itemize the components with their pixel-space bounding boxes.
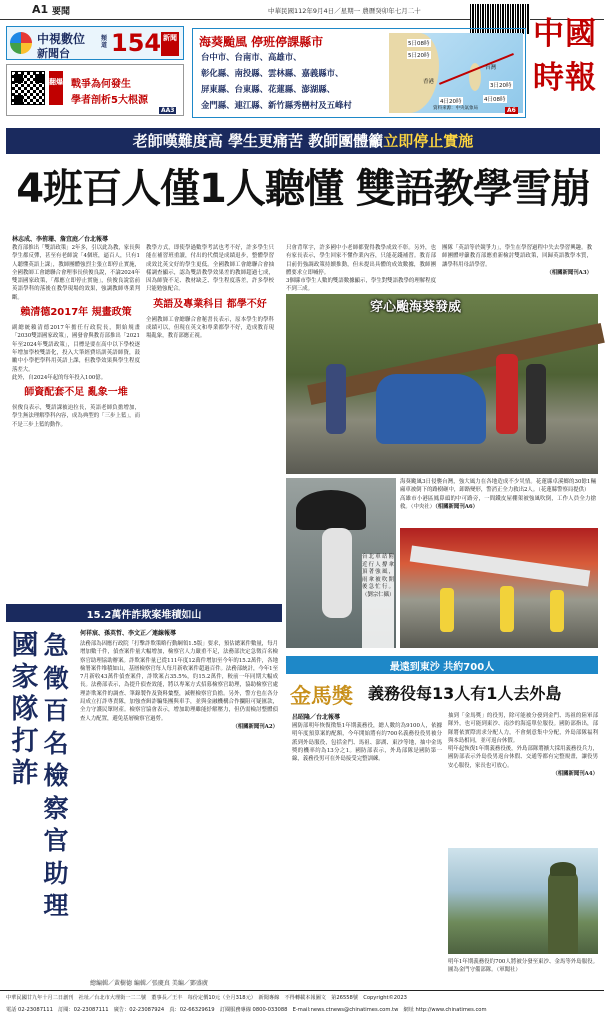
promo-label: 翻爆 — [49, 71, 63, 105]
kinmen-tag: 金馬獎 — [290, 684, 353, 708]
typhoon-photos-title: 穿心颱海葵發威 — [370, 300, 462, 315]
subhead-2: 師資配套不足 亂象一堆 — [24, 387, 128, 399]
typhoon-cont: （相關新聞刊A6） — [435, 503, 479, 510]
kinmen-photo — [448, 848, 598, 954]
kinmen-photo-caption — [448, 958, 598, 980]
typhoon-captions — [400, 478, 596, 524]
kinmen-col-2 — [448, 712, 598, 840]
bilingual-col-3 — [286, 244, 436, 293]
cti-channel-label: 頻道 — [101, 35, 108, 49]
promo-line-2: 學者剖析5大根源 — [71, 95, 148, 106]
caption-1: 海葵颱風3日侵襲台灣，強大風力在各地造成不少災情。花蓮縣卓溪鄉的30餘1輛廂車被倒下的路樹砸中，卸路變形，警消正全力救出2人。 — [400, 479, 596, 494]
promo-box[interactable] — [6, 64, 184, 116]
cti-sub: 新聞台 — [37, 47, 70, 60]
fraud-byline: 何祥宸、孫英哲、李文正／連線報導 — [80, 630, 177, 637]
kinmen-cont: （相關新聞刊A4） — [552, 771, 598, 778]
promo-page: AA3 — [161, 107, 175, 114]
kinmen-byline: 呂昭隆／台北報導 — [292, 714, 341, 721]
bilingual-byline: 林志成、李侑珊、詹宜庭／台北報導 — [12, 236, 109, 243]
subhead-1: 賴清德2017年 規畫政策 — [20, 307, 132, 319]
fraud-vertical-2: 急徵百名檢察官助理 — [43, 631, 69, 920]
bilingual-col-2 — [146, 244, 274, 564]
bilingual-para-6: 全國教師工會總聯合會秘書長表示，原本學生的學科成績可以，但現在英文和專業都學不好，造成教育現場亂象，教育部應正視。 — [146, 316, 274, 340]
kinmen-para-1: 國防部明年恢復徵集1年期義務役，總人數約為9100人，依據明年度預算案的配額，今年開始將有約700名義務役役男被分派到外島服役，包括金門、馬祖、澎湖、東沙等地，抽中金馬獎的機率約為13分之1。國防部表示，外島部隊是國防第一線，義務役男可在外島接受完整訓練。 — [292, 723, 442, 763]
kicker-text: 老師嘆難度高 學生更痛苦 教師團體籲 — [132, 132, 384, 150]
typhoon-cities-2: 彰化縣、南投縣、雲林縣、嘉義縣市、 — [201, 68, 344, 78]
footer-line-1: 中華民國廿九年十月二日創刊 社址／台北市大理街一二二號 董事長／王丰 每份定價10元（全月318元） 新聞專線 不得轉載本報圖文 第26558號 Copyright©2023 — [6, 995, 407, 1001]
bilingual-cont: （相關新聞刊A3） — [546, 269, 592, 276]
map-label-tw: 台灣 — [485, 65, 497, 71]
kinmen-col-1 — [292, 722, 442, 970]
fraud-kicker — [6, 604, 282, 622]
map-label-3: 4日20時 — [440, 99, 462, 105]
masthead-line-1: 中國 — [533, 16, 597, 52]
bilingual-col-4 — [442, 244, 592, 288]
typhoon-photo-main — [286, 294, 598, 474]
umbrella-shape — [296, 490, 366, 530]
bilingual-para-4: 侯俊良表示，雙語課被迫拉長，英語老師負擔增加，學生無法理解學科內容，成為典型的「三步上籃」，而不是三步上籃的動作。 — [12, 405, 140, 428]
credit-1: （花蓮縣警察局提供） — [538, 487, 590, 494]
dateline: 中華民國112年9月4日／星期一 農曆癸卯年七月二十 — [268, 7, 421, 15]
rescuer-2 — [526, 364, 546, 444]
cti-channel: 154 — [111, 29, 162, 57]
typhoon-box — [192, 28, 526, 118]
bilingual-para-5: 教學方式，即使學過數學考試也考不好，許多學生只能在補習班重讀，付出的代價是成績退步，整體學習成效比英文好的學生更低。全國教師工會總聯合會抽樣調查顯示，認為雙語教學效果差的教師超過七成，因為師資不足、教材缺乏、學生程度落差，許多學校只能勉強配合。 — [146, 245, 274, 293]
typhoon-page: A6 — [507, 107, 516, 114]
helmet-shape — [550, 862, 576, 876]
credit-2: （中央社） — [410, 503, 436, 510]
kinmen-para-3: 明年起恢復1年期義務役後，外島部隊將擴大採用義務役兵力，國防部表示外島役男返台休假、交通等都有完整規畫，讓役男安心服役，家長也可放心。 — [448, 746, 598, 769]
typhoon-photo-kaohsiung — [400, 528, 598, 648]
kinmen-para-2: 抽到「金馬獎」的役男，除可能被分發到金門、馬祖的陸軍部隊外，也可能到東沙、南沙的海巡單位服役。國防部指出，部隊將依實際需求分配人力，不會刻意集中分配，外島部隊福利與本島相同，並可返台休假。 — [448, 713, 598, 744]
fraud-para-1: 法務部為因應行政院「打擊詐欺策略行動綱領1.5版」要求，預估總案件數量，每月增加數千件，偵查案件量大幅增加，檢察官人力嚴重不足，法務部決定急徵百名檢察官助理協助辦案。詐欺案件量已從111年度12萬件增加至今年的15.2萬件，各地檢署案件堆積如山，基層檢察官每人每月新收案件超過百件。法務部統計，今年1至7月新收43萬件偵查案件，詐欺案占35.5%，約15.2萬件，較前一年同期大幅成長。法務部表示，為提升偵查效能，將以專案方式招募檢察官助理，協助檢察官處理詐欺案件的調查、筆錄製作及資料彙整，減輕檢察官負擔。另外，警方也在各分局成立打詐專責隊，加強查緝詐騙集團與車手，並與金融機構合作攔阻可疑匯款，全力守護民眾財產。檢察官協會表示，增加助理雖能紓解壓力，但仍需檢討整體偵查人力配置，避免基層檢察官過勞。 — [80, 641, 278, 722]
typhoon-cities-3: 屏東縣、台東縣、花蓮縣、澎湖縣、 — [201, 84, 335, 94]
qr-code-icon — [11, 71, 45, 105]
masthead-line-2: 時報 — [533, 60, 597, 96]
bilingual-para-2: 副總統賴清德2017年擔任行政院長，開始規畫「2030雙語國家政策」，國發會與教育部推出「2021年至2024年雙語政策」，目標是要在高中以下學校逐年增加學校雙語化，投入大筆經費培訓英語師資，鼓勵中小學把學科用英語上課，但教學效果與學生程度落差大。 — [12, 325, 140, 373]
bilingual-para-1: 教育部推出「雙語政策」2年多，引以此為教，家長與學生都反彈，甚至有老師說「4個班，逼百人，只有1人聽懂英語上課」，教師團體強烈主張立即停止實施，全國教師工會總聯合會理事長侯俊良說，不論2024年雙語國家政策，「都應立即停止實施」，侯俊良說當前英語學科的落後在教學現場的效果，強調教師專業判斷。 — [12, 245, 140, 301]
promo-line-1: 戰爭為何發生 — [71, 79, 131, 90]
kinmen-kicker-text: 最遠到東沙 共約700人 — [389, 662, 495, 673]
kinmen-headline: 義務役每13人有1人去外島 — [368, 684, 562, 703]
worker-2 — [500, 586, 514, 632]
editors-credit: 總編輯／黃樹德 編輯／張慶真 美編／鄧盛廣 — [90, 980, 208, 987]
caption-2: 高雄市小港區鳳鼻頭的中可路旁，一間鐵皮屋棚架被強風吹倒，工作人員全力搶救。 — [400, 495, 596, 510]
soldier-shape — [548, 870, 578, 954]
main-headline: 4班百人僅1人聽懂 雙語教學雪崩 — [16, 166, 590, 212]
map-source: 資料來源：中央氣象局 — [433, 106, 478, 111]
typhoon-cities-1: 台中市、台南市、高雄市、 — [201, 52, 302, 62]
map-label-5: 4日08時 — [484, 97, 506, 103]
kinmen-caption: 明年1年期義務役約700人將被分發至東沙、金馬等外島服役。圖為金門守備部隊。 — [448, 959, 598, 974]
kinmen-kicker — [286, 656, 598, 674]
map-label-hk: 香港 — [423, 79, 435, 85]
masthead — [530, 12, 600, 117]
cti-logo-text: 中視數位 — [37, 32, 86, 46]
collapsed-roof — [410, 546, 590, 587]
fraud-kicker-text: 15.2萬件詐欺案堆積如山 — [86, 610, 202, 621]
footer-line-2: 電話 02-23087111 訂閱：02-23087111 廣告：02-23087924 真：02-66329619 訂閱服務專線 0800-033088 E-mail:news.ctnews@chinatimes.com.tw 網址 http://www.chinatimes.com — [6, 1007, 487, 1013]
map-label-2: 5日20時 — [408, 53, 430, 59]
fraud-body — [80, 640, 278, 972]
footer-rule — [0, 990, 604, 991]
cti-tail: 新聞 — [161, 32, 179, 56]
bilingual-para-8: 3個縣市學生人數的雙語數據顯示，學生對雙語教學的理解程度不到三成。 — [286, 278, 436, 293]
headline-kicker — [6, 128, 600, 154]
crushed-car — [376, 374, 486, 444]
rescuer-1 — [496, 354, 518, 434]
bilingual-col-1 — [12, 244, 140, 564]
kicker-highlight: 立即停止實施 — [383, 132, 474, 150]
pedestrian-shape — [322, 528, 352, 618]
kinmen-credit: （軍聞社） — [496, 967, 521, 974]
bilingual-para-9: 團隊「英語等於競爭力」，學生在學習過程中失去學習興趣。教師團體呼籲教育部應重新檢討雙語政策，回歸英語教學本質，讓學科用母語學習。 — [442, 245, 592, 268]
umbrella-caption — [362, 554, 394, 650]
cti-logo-icon — [10, 32, 32, 54]
bilingual-para-3: 此外，自2024年起的每年投入100億。 — [12, 374, 107, 381]
caption-3: 台北車站附近行人撐傘頂著強風，雨傘被吹開後急忙行。 — [362, 554, 394, 590]
typhoon-box-title: 海葵颱風 停班停課縣市 — [199, 35, 324, 49]
cti-ad[interactable] — [6, 26, 184, 60]
section-name: 要聞 — [52, 7, 71, 17]
worker-1 — [440, 588, 454, 632]
subhead-3: 英語及專業科目 都學不好 — [153, 298, 267, 310]
typhoon-cities-4: 金門縣、連江縣、新竹縣秀巒村及五峰村 — [201, 100, 352, 110]
worker-3 — [550, 590, 564, 632]
rescuer-3 — [326, 364, 346, 434]
credit-3: （劉宗仁攝） — [362, 591, 395, 598]
typhoon-map — [399, 33, 523, 113]
fraud-vertical-1: 國家隊打詐 — [11, 630, 39, 789]
section-number: A1 — [32, 3, 49, 16]
bilingual-para-7: 只會背單字，許多國中小老師都覺得教學成效不彰。另外，也有家長表示，學生回家不懂作業內容，只能花錢補習。教育部目前仍強調政策持續推動，但未提出具體的成效數據，教師團體要求立即喊停。 — [286, 245, 436, 276]
map-label-4: 3日20時 — [490, 83, 512, 89]
fraud-cont: （相關新聞刊A2） — [232, 723, 278, 730]
map-label-1: 5日08時 — [408, 41, 430, 47]
